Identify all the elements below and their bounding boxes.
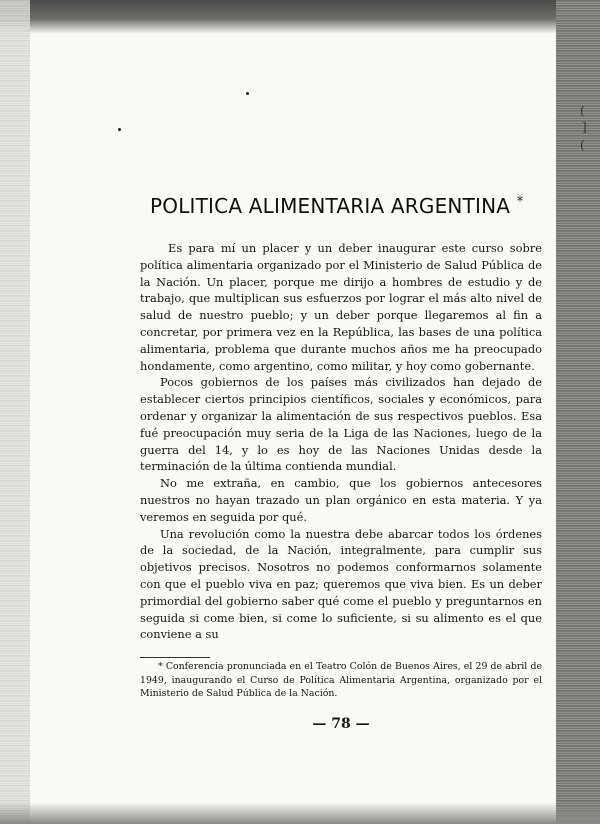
paragraph: No me extraña, en cambio, que los gobiernos antecesores nuestros no hayan trazado un plan orgánico en esta materia. Y ya veremos en seguida por qué.: [140, 476, 542, 524]
scan-speck: [246, 92, 249, 95]
page-number: — 78 —: [312, 716, 370, 732]
body-text: [140, 240, 542, 643]
scan-shadow-left: [0, 0, 30, 824]
paragraph: Una revolución como la nuestra debe abarcar todos los órdenes de la sociedad, de la Nación, integralmente, para cumplir sus objetivos precisos. Nosotros no podemos conformarnos solamente con que el pueblo viva en paz; queremos que viva bien. Es un deber primordial del gobierno saber qué come el pueblo y preguntarnos en seguida si come bien, si come lo suficiente, si su alimento es el que conviene a su: [140, 526, 542, 642]
scan-shadow-bottom: [0, 802, 600, 824]
scan-shadow-top: [0, 0, 600, 34]
scan-artifact: (: [580, 104, 585, 118]
footnote-rule: [140, 657, 210, 658]
scan-artifact: ]: [582, 120, 587, 134]
page-title: [150, 194, 560, 218]
footnote-text: * Conferencia pronunciada en el Teatro Colón de Buenos Aires, el 29 de abril de 1949, inaugurando el Curso de Política Alimentaria Argentina, organizado por el Ministerio de Salud Pública de la Nación.: [140, 661, 542, 699]
footnote-marker: *: [516, 194, 524, 210]
footnote: [140, 660, 542, 701]
scan-shadow-right: [556, 0, 600, 824]
paragraph: Es para mí un placer y un deber inaugurar este curso sobre política alimentaria organizado por el Ministerio de Salud Pública de la Nación. Un placer, porque me dirijo a hombres de estudio y de trabajo, que multiplican sus esfuerzos por lograr el más alto nivel de salud de nuestro pueblo; y un deber porque llegaremos al fin a concretar, por primera vez en la República, las bases de una política alimentaria, problema que durante muchos años me ha preocupado hondamente, como argentino, como militar, y hoy como gobernante.: [140, 241, 542, 373]
page-title-text: POLITICA ALIMENTARIA ARGENTINA: [150, 194, 511, 218]
scan-artifact: (: [580, 138, 585, 152]
scan-speck: [118, 128, 121, 131]
paragraph: Pocos gobiernos de los países más civilizados han dejado de establecer ciertos principios científicos, sociales y económicos, para ordenar y organizar la alimentación de sus respectivos pueblos. Esa fué preocupación muy seria de la Liga de las Naciones, luego de la guerra del 14, y lo es hoy de las Naciones Unidas desde la terminación de la última contienda mundial.: [140, 375, 542, 474]
